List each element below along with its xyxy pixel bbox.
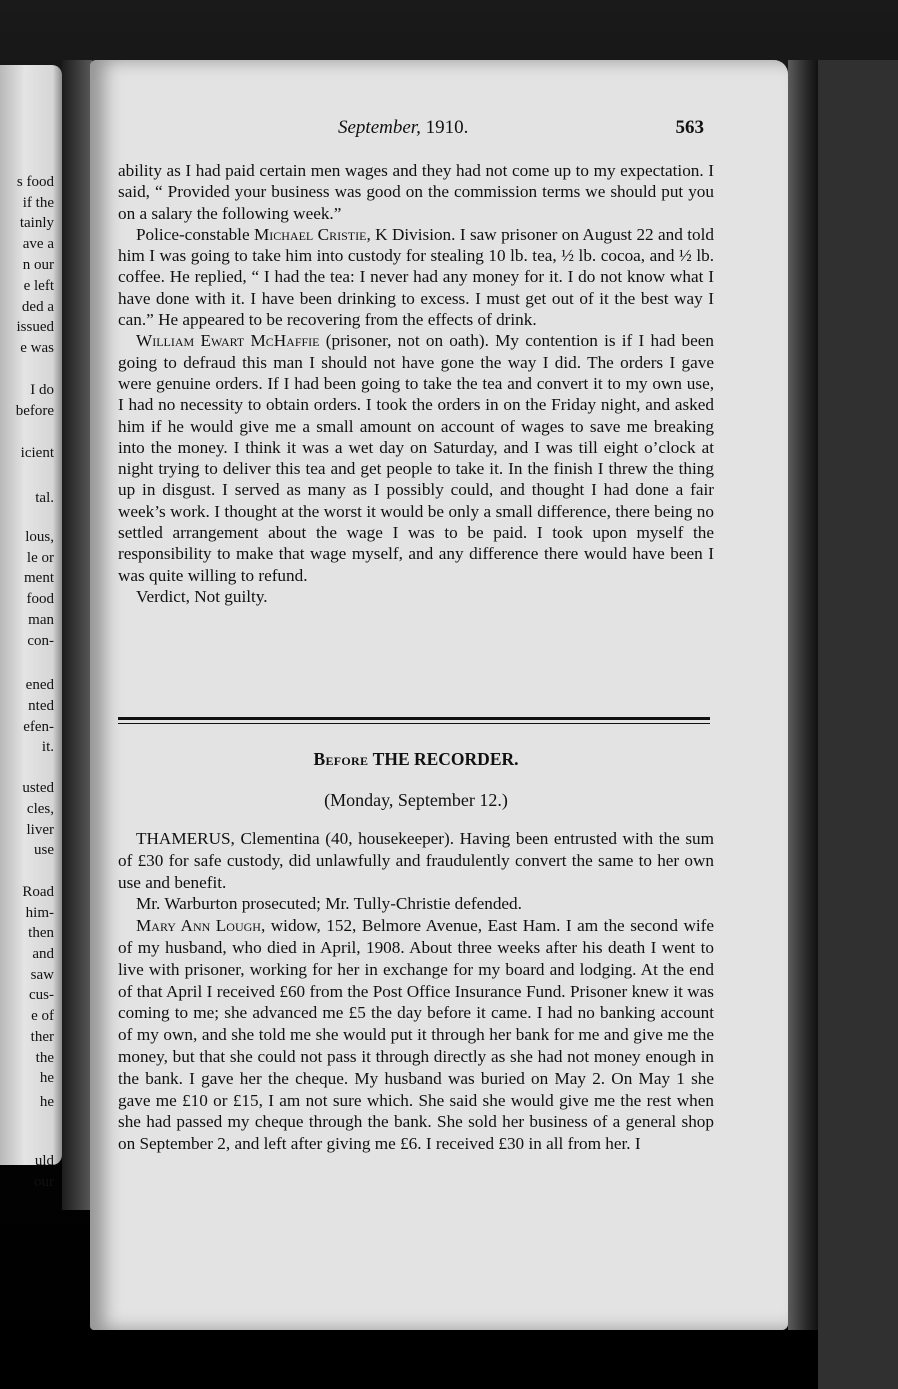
facing-page-fragment: the <box>35 1050 54 1066</box>
facing-page-fragment: liver <box>26 822 54 838</box>
facing-page-fragment: Road <box>22 884 54 900</box>
facing-page-fragment: he <box>39 1070 54 1086</box>
heading-recorder: THE RECORDER. <box>372 749 519 769</box>
prisoner-statement: (prisoner, not on oath). My contention is if I had been going to defraud this man I should not have gone the way I did. The orders I gave were genuine orders. If I had been going to take the tea and convert it to my own use, I had no necessity to obtain orders. I took the orders in on the Friday night, and asked him if he would give me a small amount on account of wages to save me breaking into the money. I think it was a wet day on Saturday, and I was till eight o’clock at night trying to deliver this tea and get people to take it. In the finish I threw the thing up in disgust. I served as many as I possibly could, and thought I had done a fair week’s work. I thought at the worst it would be only a small difference, there being no settled arrangement about the wage I was to be paid. I took upon myself the responsibility to make that wage myself, and any difference there would have been I was quite willing to refund. <box>118 331 714 585</box>
divider-thin <box>118 723 710 724</box>
divider-thick <box>118 717 710 720</box>
facing-page-fragment: ave a <box>22 236 54 252</box>
facing-page-fragment: ded a <box>21 299 54 315</box>
facing-page-fragment: it. <box>41 739 54 755</box>
facing-page-fragment: nted <box>28 698 54 714</box>
facing-page-fragment: usted <box>22 780 54 796</box>
facing-page-fragment: ment <box>24 570 54 586</box>
witness-lough-statement: widow, 152, Belmore Avenue, East Ham. I am the second wife of my husband, who died in April, 1908. About three weeks after his death I went to live with prisoner, working for her in exchange for my board and lodging. At the end of that April I received £60 from the Post Office Insurance Fund. Prisoner knew it was coming to me; she advanced me £5 the day before it came. I had no banking account of my own, and she told me she would put it through her bank for me and give me the money, but that she could not pass it through directly as she had not money enough in the bank. I gave her the cheque. My husband was buried on May 2. On May 1 she gave me £10 or £15, I am not sure which. She said she would give me the rest when she had passed my cheque through the bank. She sold her business of a general shop on September 2, and left after giving me £6. I received £30 in all from her. I <box>118 916 714 1154</box>
facing-page-fragment: he <box>39 1094 54 1110</box>
facing-page-fragment: icient <box>20 445 54 461</box>
facing-page-fragment: him- <box>25 905 54 921</box>
book-gutter <box>62 60 92 1210</box>
scan-border-right <box>818 60 898 1389</box>
paragraph-constable <box>118 224 714 330</box>
counsel-line: Mr. Warburton prosecuted; Mr. Tully-Christie defended. <box>136 894 522 914</box>
facing-page-fragment: le or <box>26 550 54 566</box>
facing-page-fragment: cles, <box>26 801 54 817</box>
facing-page-fragment: and <box>32 946 54 962</box>
charge-text: (40, housekeeper). Having been entrusted with the sum of £30 for safe custody, did unlawfully and fraudulently convert the same to her own use and benefit. <box>118 829 714 892</box>
facing-page-fragment: our <box>34 1174 54 1190</box>
page-edge-shadow <box>788 60 818 1330</box>
paragraph-prisoner <box>118 330 714 586</box>
facing-page-fragment: s food <box>16 174 54 190</box>
facing-page-fragment: man <box>28 612 54 628</box>
facing-page-fragment: food <box>26 591 54 607</box>
facing-page-fragment: lous, <box>25 529 54 545</box>
facing-page-fragment: e left <box>23 278 54 294</box>
paragraph-continuation: ability as I had paid certain men wages and they had not come up to my expectation. I said, “ Provided your business was good on the commission terms we should put you on a salary the following week.” <box>118 161 714 223</box>
section-divider <box>118 717 710 724</box>
case-text <box>118 828 714 1155</box>
defendant-name: THAMERUS, Clementina <box>136 829 320 848</box>
facing-page-fragment: cus- <box>29 987 54 1003</box>
facing-page-edge <box>0 65 62 1190</box>
prisoner-name: William Ewart McHaffie <box>136 331 320 351</box>
facing-page-fragment: then <box>28 925 54 941</box>
facing-page-fragment: tainly <box>19 215 54 231</box>
facing-page-fragment: I do <box>30 382 54 398</box>
facing-page-fragment: tal. <box>35 490 54 506</box>
constable-lead: Police-constable <box>136 224 254 244</box>
session-date: (Monday, September 12.) <box>324 790 508 810</box>
page-number: 563 <box>675 117 704 138</box>
heading-before: Before <box>313 749 369 769</box>
facing-page-fragment: e was <box>20 340 54 356</box>
witness-name: Michael Cristie, <box>253 224 371 244</box>
facing-page-fragment: before <box>15 403 54 419</box>
running-title <box>338 117 468 139</box>
witness-testimony <box>118 915 714 1155</box>
facing-page-fragment: if the <box>22 195 54 211</box>
court-heading <box>118 749 714 770</box>
facing-page-fragment: n our <box>22 257 54 273</box>
header-month: September, <box>338 117 421 138</box>
running-header <box>120 117 710 141</box>
facing-page-fragment: ened <box>25 677 54 693</box>
witness-lough-name: Mary Ann Lough, <box>136 916 266 936</box>
facing-page-fragment: issued <box>16 319 54 335</box>
facing-page-fragment: uld <box>34 1153 54 1169</box>
facing-page-fragment: efen- <box>23 719 54 735</box>
facing-page-fragment: use <box>34 842 54 858</box>
facing-page-fragment: saw <box>30 967 54 983</box>
facing-page-fragment: e of <box>31 1008 54 1024</box>
verdict: Verdict, Not guilty. <box>136 586 268 606</box>
facing-page-fragment: con- <box>27 633 54 649</box>
body-text <box>118 160 714 607</box>
constable-statement: K Division. I saw prisoner on August 22 and told him I was going to take him into custody for stealing 10 lb. tea, ½ lb. cocoa, and ½ lb. coffee. He replied, “ I had the tea: I never had any money for it. I do not know what I have done with it. I have been drinking to excess. I must get out of it the best way I can.” He appeared to be recovering from the effects of drink. <box>118 224 714 330</box>
case-indictment <box>118 828 714 893</box>
facing-page-fragment: ther <box>30 1029 54 1045</box>
header-year: 1910. <box>425 117 469 138</box>
